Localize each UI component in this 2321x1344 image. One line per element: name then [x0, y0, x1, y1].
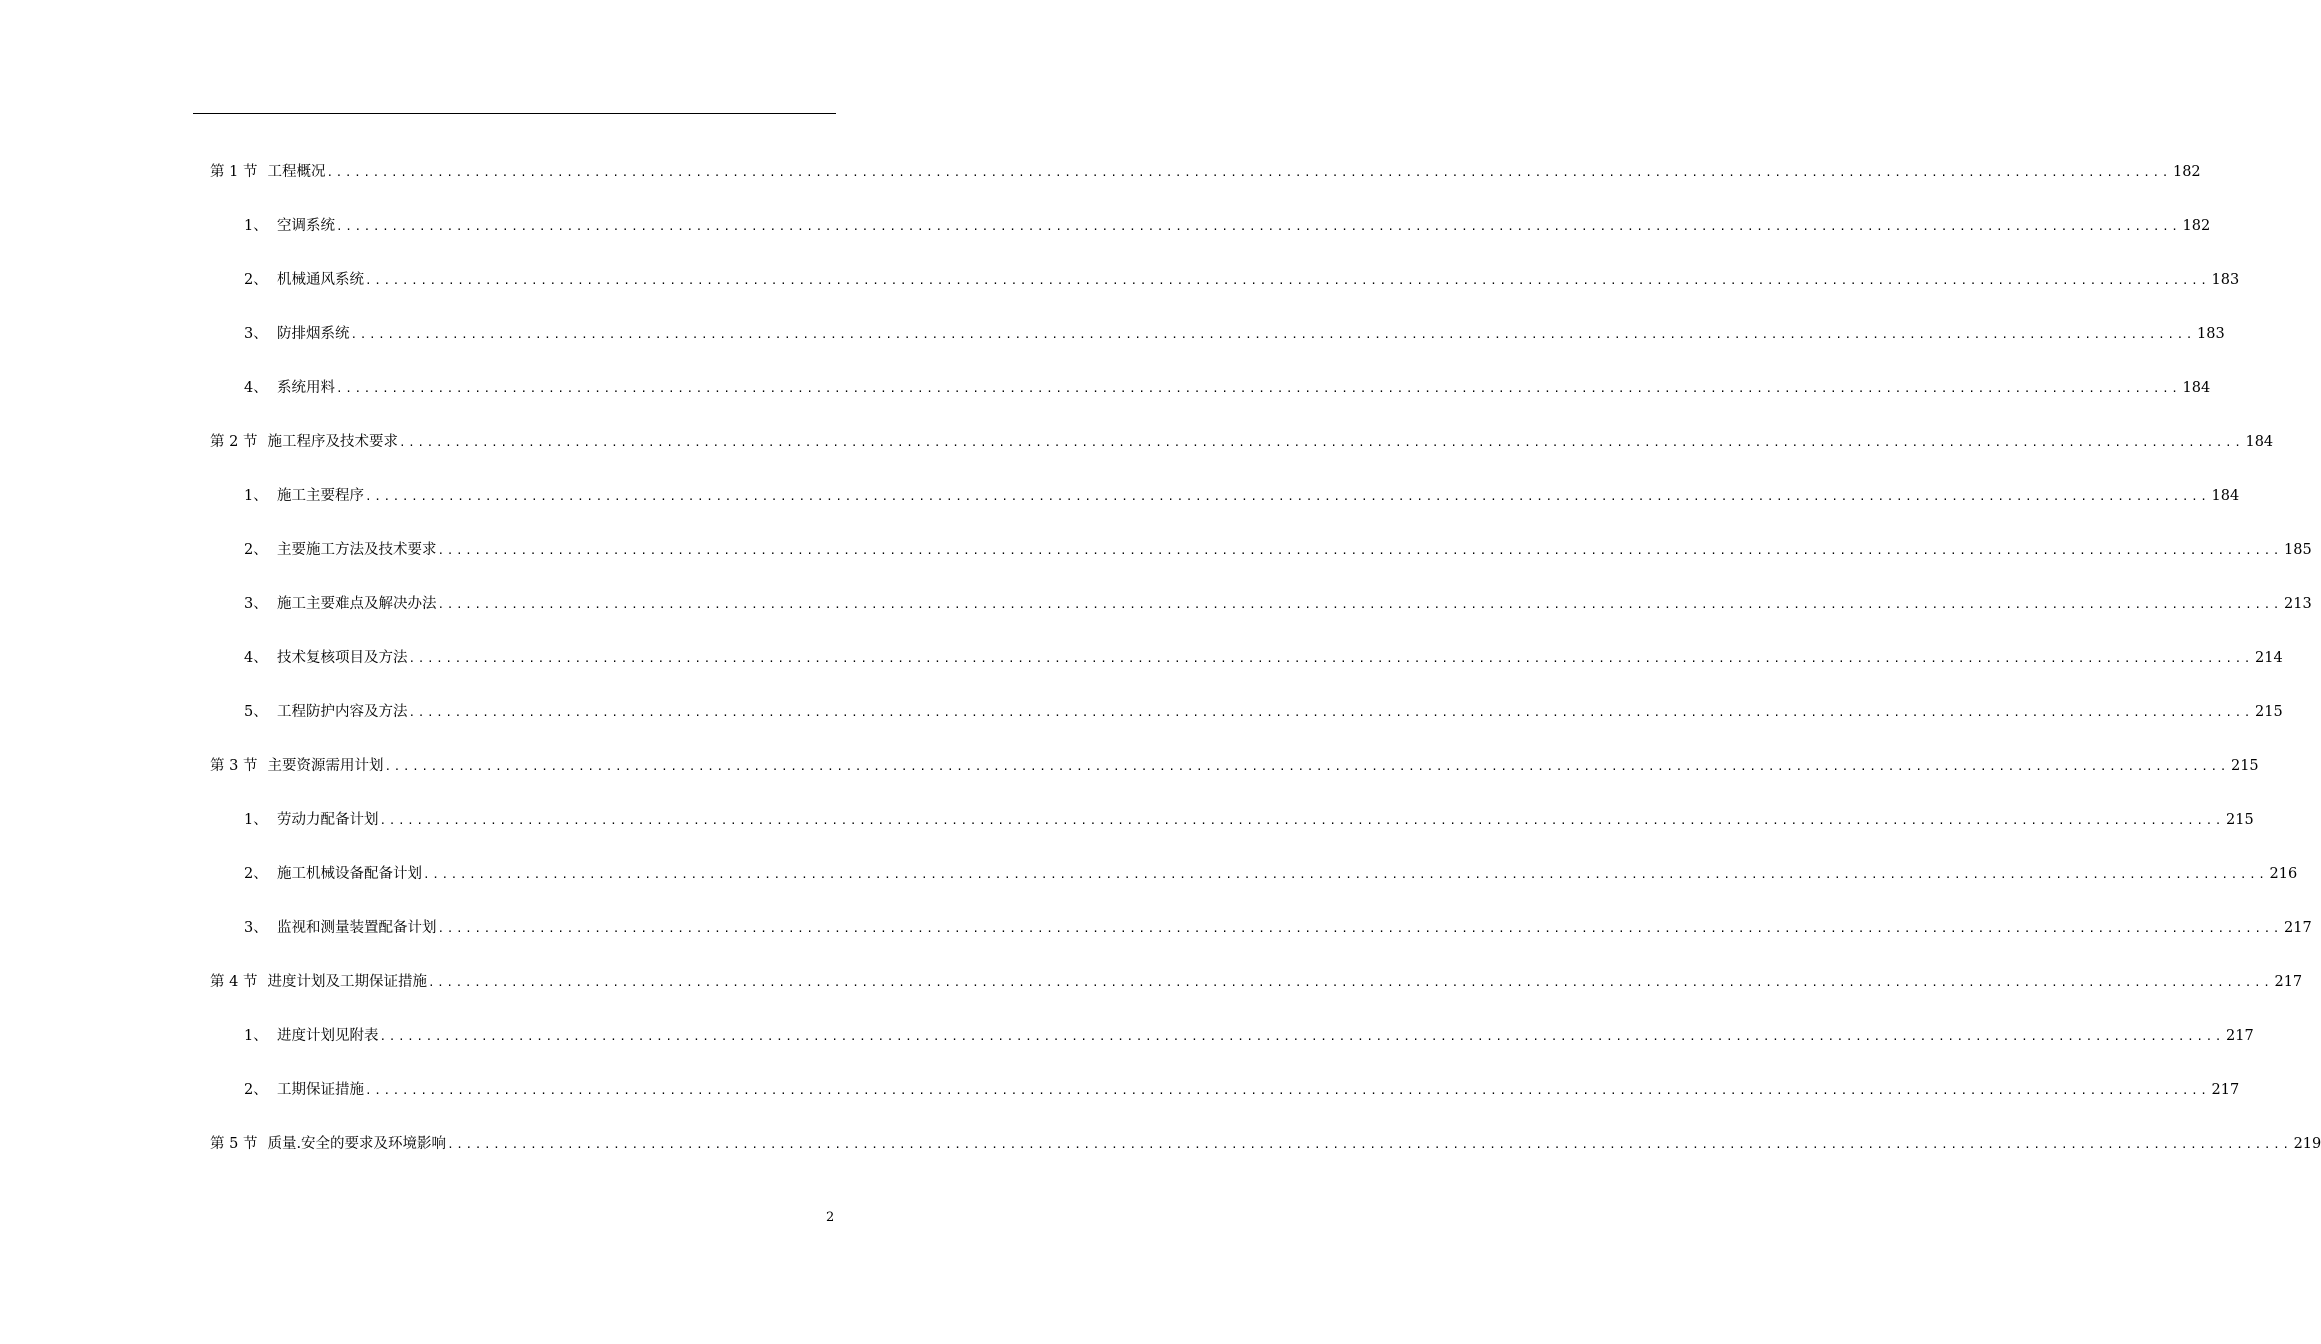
toc-item-row[interactable] [244, 594, 2312, 615]
toc-number: 2、 [244, 272, 268, 288]
toc-number: 第 1 节 [210, 164, 258, 180]
toc-item-row[interactable] [244, 1080, 2240, 1101]
toc-item-row[interactable] [244, 324, 2225, 345]
toc-number: 2、 [244, 1082, 268, 1098]
toc-title: 施工主要难点及解决办法 [277, 596, 437, 612]
toc-dot-leader: ........................................................................................................................................................................................................ [437, 922, 2283, 935]
toc-number: 2、 [244, 542, 268, 558]
toc-dot-leader: ........................................................................................................................................................................................................ [379, 1030, 2225, 1043]
toc-title: 主要施工方法及技术要求 [277, 542, 437, 558]
toc-title: 进度计划见附表 [277, 1028, 379, 1044]
toc-number: 1、 [244, 218, 268, 234]
toc-dot-leader: ........................................................................................................................................................................................................ [408, 706, 2254, 719]
toc-item-row[interactable] [244, 1026, 2254, 1047]
toc-dot-leader: ........................................................................................................................................................................................................ [398, 436, 2244, 449]
page-number: 2 [826, 1210, 835, 1225]
toc-page-number: 216 [2269, 866, 2298, 882]
toc-item-row[interactable] [244, 918, 2312, 939]
toc-dot-leader: ........................................................................................................................................................................................................ [437, 544, 2283, 557]
toc-item-row[interactable] [244, 486, 2240, 507]
toc-title: 空调系统 [277, 218, 335, 234]
toc-title: 技术复核项目及方法 [277, 650, 408, 666]
toc-page-number: 215 [2255, 704, 2283, 720]
toc-page-number: 215 [2226, 812, 2254, 828]
toc-dot-leader: ........................................................................................................................................................................................................ [365, 1084, 2210, 1097]
toc-title: 质量.安全的要求及环境影响 [267, 1136, 447, 1152]
toc-number: 第 4 节 [210, 974, 258, 990]
toc-number: 第 5 节 [210, 1136, 258, 1152]
toc-page-number: 214 [2255, 650, 2283, 666]
toc-item-row[interactable] [244, 378, 2211, 399]
toc-dot-leader: ........................................................................................................................................................................................................ [336, 220, 2181, 233]
toc-page-number: 183 [2211, 272, 2240, 288]
toc-title: 系统用料 [277, 380, 335, 396]
header-rule [193, 113, 836, 114]
toc-dot-leader: ........................................................................................................................................................................................................ [350, 328, 2196, 341]
toc-item-row[interactable] [244, 702, 2283, 723]
toc-item-row[interactable] [244, 810, 2254, 831]
toc-dot-leader: ........................................................................................................................................................................................................ [447, 1138, 2292, 1151]
toc-dot-leader: ........................................................................................................................................................................................................ [423, 868, 2268, 881]
toc-section-row[interactable] [210, 162, 2201, 183]
toc-number: 1、 [244, 812, 268, 828]
toc-page-number: 184 [2211, 488, 2240, 504]
toc-page-number: 217 [2226, 1028, 2254, 1044]
toc-title: 防排烟系统 [277, 326, 350, 342]
toc-dot-leader: ........................................................................................................................................................................................................ [326, 166, 2171, 179]
toc-number: 3、 [244, 596, 268, 612]
toc-number: 1、 [244, 488, 268, 504]
toc-page-number: 219 [2293, 1136, 2321, 1152]
toc-dot-leader: ........................................................................................................................................................................................................ [437, 598, 2283, 611]
toc-item-row[interactable] [244, 648, 2283, 669]
toc-page-number: 215 [2230, 758, 2259, 774]
toc-title: 机械通风系统 [277, 272, 364, 288]
toc-title: 工期保证措施 [277, 1082, 364, 1098]
toc-number: 2、 [244, 866, 268, 882]
toc-title: 工程防护内容及方法 [277, 704, 408, 720]
toc-dot-leader: ........................................................................................................................................................................................................ [408, 652, 2254, 665]
toc-title: 劳动力配备计划 [277, 812, 379, 828]
toc-number: 4、 [244, 650, 268, 666]
toc-dot-leader: ........................................................................................................................................................................................................ [365, 490, 2210, 503]
toc-page-number: 183 [2197, 326, 2225, 342]
toc-number: 第 3 节 [210, 758, 258, 774]
toc-dot-leader: ........................................................................................................................................................................................................ [365, 274, 2210, 287]
toc-title: 施工程序及技术要求 [267, 434, 398, 450]
toc-section-row[interactable] [210, 432, 2274, 453]
toc-number: 5、 [244, 704, 268, 720]
toc-dot-leader: ........................................................................................................................................................................................................ [336, 382, 2181, 395]
toc-section-row[interactable] [210, 972, 2303, 993]
toc-title: 施工机械设备配备计划 [277, 866, 422, 882]
toc-page-number: 217 [2284, 920, 2312, 936]
toc-number: 3、 [244, 326, 268, 342]
toc-title: 监视和测量装置配备计划 [277, 920, 437, 936]
toc-title: 主要资源需用计划 [267, 758, 384, 774]
toc-page-number: 182 [2172, 164, 2201, 180]
toc-dot-leader: ........................................................................................................................................................................................................ [384, 760, 2229, 773]
toc-page-number: 182 [2182, 218, 2211, 234]
toc-number: 1、 [244, 1028, 268, 1044]
toc-number: 3、 [244, 920, 268, 936]
toc-item-row[interactable] [244, 540, 2312, 561]
toc-section-row[interactable] [210, 1134, 2321, 1155]
toc-item-row[interactable] [244, 864, 2298, 885]
toc-page-number: 185 [2284, 542, 2312, 558]
toc-page-number: 217 [2211, 1082, 2240, 1098]
toc-number: 第 2 节 [210, 434, 258, 450]
toc-dot-leader: ........................................................................................................................................................................................................ [379, 814, 2225, 827]
toc-number: 4、 [244, 380, 268, 396]
toc-page-number: 184 [2182, 380, 2211, 396]
toc-page-number: 213 [2284, 596, 2312, 612]
toc-item-row[interactable] [244, 270, 2240, 291]
toc-title: 进度计划及工期保证措施 [267, 974, 427, 990]
toc-title: 工程概况 [267, 164, 326, 180]
toc-dot-leader: ........................................................................................................................................................................................................ [427, 976, 2273, 989]
toc-title: 施工主要程序 [277, 488, 364, 504]
toc-item-row[interactable] [244, 216, 2211, 237]
toc-page-number: 217 [2274, 974, 2303, 990]
toc-page-number: 184 [2245, 434, 2274, 450]
toc-section-row[interactable] [210, 756, 2259, 777]
